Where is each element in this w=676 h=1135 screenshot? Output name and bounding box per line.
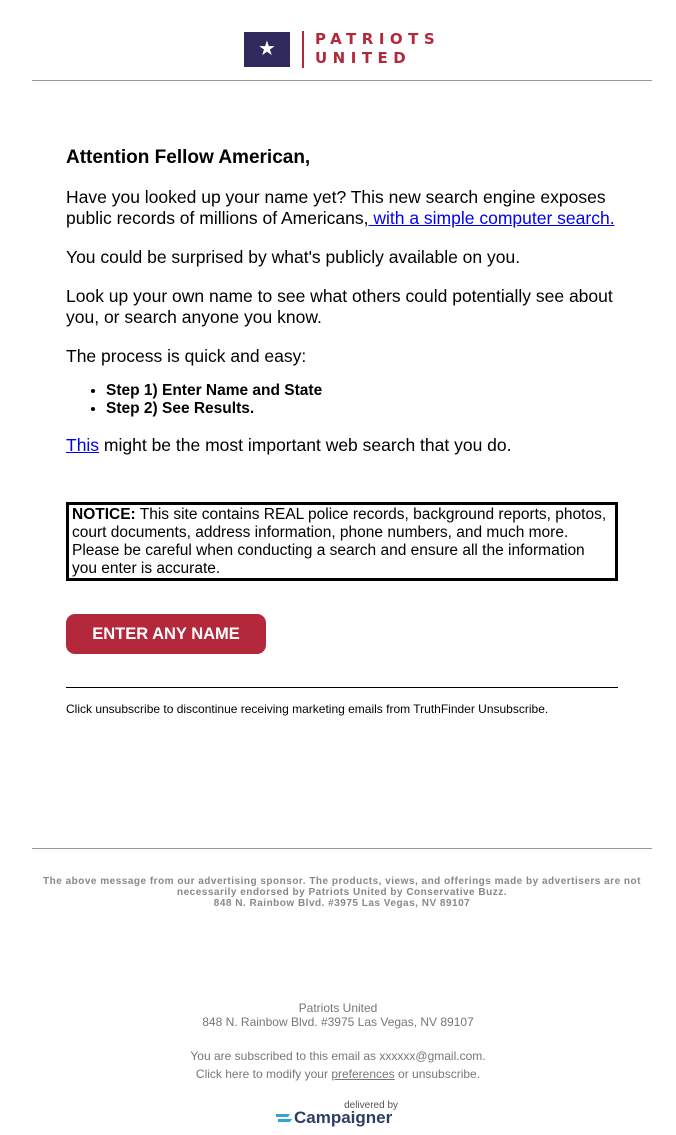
intro-text: Have you looked up your name yet? This new search engine exposes public records of millions of Americans, — [66, 187, 606, 228]
logo-wordmark — [315, 30, 440, 68]
email-header — [32, 0, 652, 81]
disclaimer-text: The above message from our advertising sponsor. The products, views, and offerings made by advertisers are not necessarily endorsed by Patriots United by Conservative Buzz. — [43, 876, 641, 898]
modify-suffix: or unsubscribe. — [394, 1067, 481, 1081]
important-paragraph — [66, 435, 618, 456]
email-body — [66, 146, 618, 456]
important-text: might be the most important web search that you do. — [99, 435, 512, 455]
step-item: • Step 1) Enter Name and State — [106, 382, 618, 400]
preferences-link[interactable]: preferences — [331, 1067, 395, 1081]
logo-line-2: UNITED — [315, 49, 412, 67]
campaigner-badge[interactable] — [276, 1100, 400, 1128]
sponsor-disclaimer — [38, 876, 646, 909]
steps-list — [66, 382, 618, 418]
notice-box — [66, 502, 618, 581]
surprise-paragraph: You could be surprised by what's publicly available on you. — [66, 247, 521, 267]
intro-paragraph — [66, 187, 618, 229]
notice-label: NOTICE: — [72, 506, 136, 523]
body-divider — [66, 687, 618, 688]
footer-org-name: Patriots United — [298, 1001, 378, 1015]
delivered-by-label: delivered by — [344, 1100, 398, 1111]
footer-divider — [32, 848, 652, 849]
lookup-paragraph: Look up your own name to see what others could potentially see about you, or search anyone you know. — [66, 286, 613, 327]
star-icon: ★ — [244, 32, 290, 67]
subscription-notice: You are subscribed to this email as xxxxxx@gmail.com. — [190, 1049, 486, 1063]
campaigner-name: Campaigner — [294, 1108, 393, 1127]
enter-any-name-button[interactable]: ENTER ANY NAME — [66, 614, 266, 654]
modify-prefix: Click here to modify your — [195, 1067, 332, 1081]
footer-address: 848 N. Rainbow Blvd. #3975 Las Vegas, NV 89107 — [202, 1015, 474, 1029]
logo-divider — [302, 31, 304, 68]
patriots-united-logo[interactable] — [244, 31, 446, 68]
process-paragraph: The process is quick and easy: — [66, 346, 307, 366]
step-item: • Step 2) See Results. — [106, 400, 618, 418]
this-link[interactable]: This — [66, 435, 100, 455]
disclaimer-address: 848 N. Rainbow Blvd. #3975 Las Vegas, NV 89107 — [213, 898, 471, 909]
greeting-heading: Attention Fellow American, — [66, 147, 311, 168]
campaigner-wordmark — [276, 1108, 392, 1128]
simple-search-link[interactable]: with a simple computer search. — [368, 208, 615, 228]
unsubscribe-text[interactable]: Click unsubscribe to discontinue receiving marketing emails from TruthFinder Unsubscribe. — [66, 702, 549, 716]
modify-preferences-line — [0, 1067, 676, 1081]
logo-line-1: PATRIOTS — [315, 30, 441, 48]
campaigner-icon — [276, 1112, 292, 1124]
notice-text: This site contains REAL police records, background reports, photos, court documents, address information, phone numbers, and much more. Please be careful when conducting a search and ensure all the information you enter is accurate. — [72, 506, 607, 577]
